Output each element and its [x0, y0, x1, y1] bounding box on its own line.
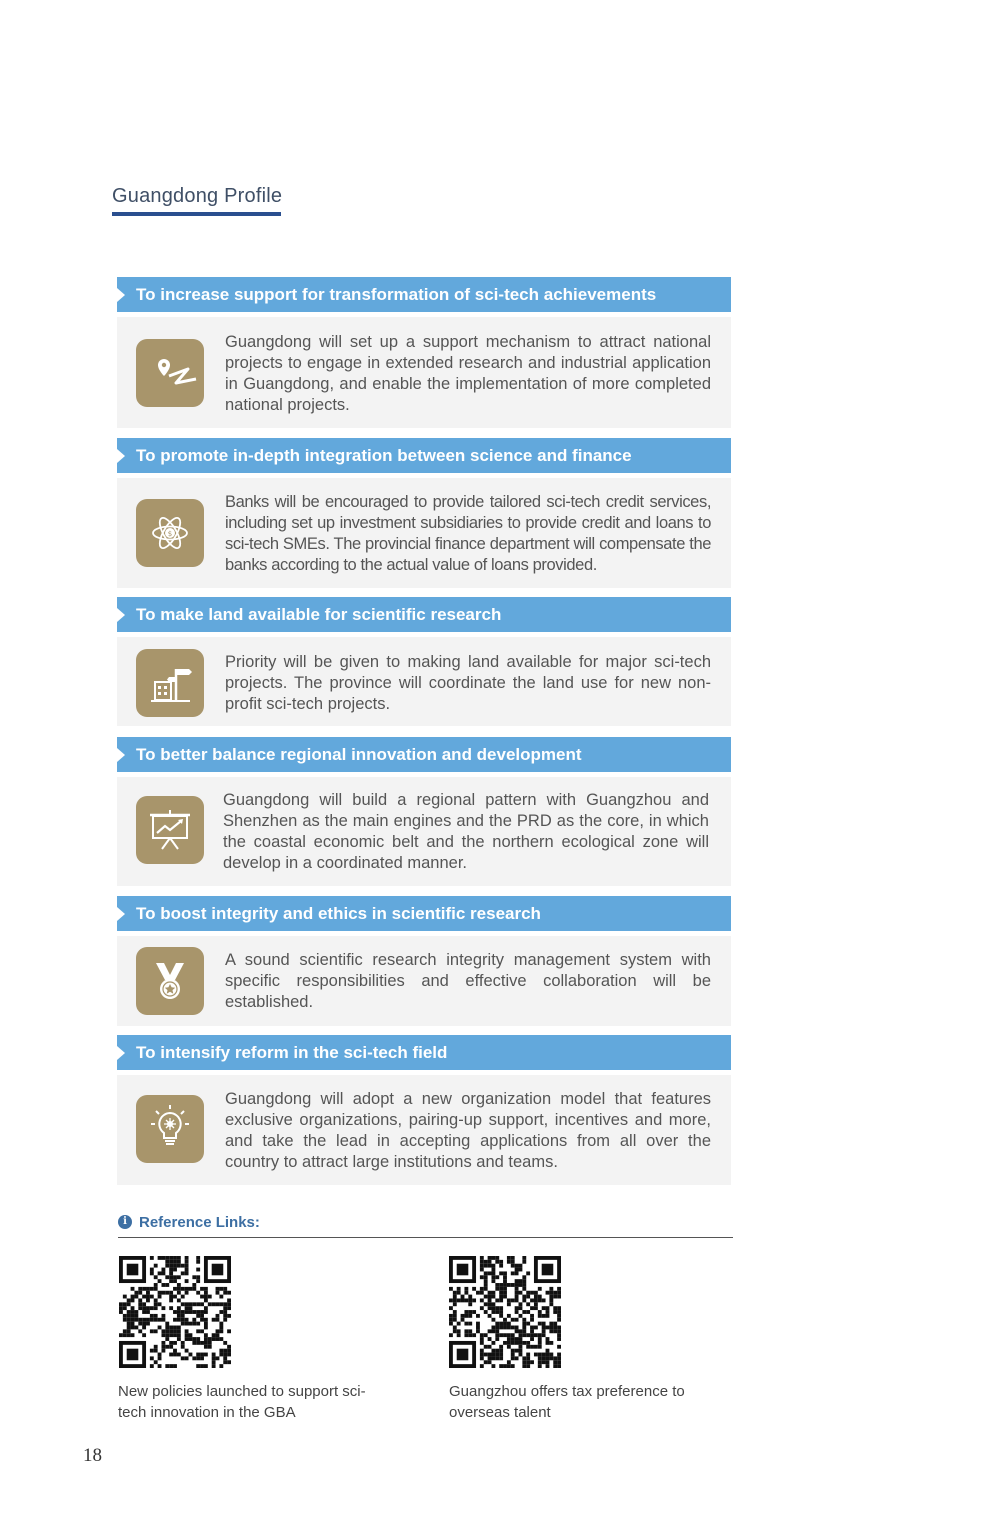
policy-item-header	[117, 896, 731, 931]
policy-item-body	[117, 1075, 731, 1185]
policy-item-title: To intensify reform in the sci-tech field	[136, 1043, 448, 1062]
policy-item-body	[117, 936, 731, 1026]
qr-code-icon[interactable]	[449, 1256, 561, 1368]
policy-item-text: Banks will be encouraged to provide tailored sci-tech credit services, including set up investment subsidiaries to provide credit and loans to sci-tech SMEs. The provincial finance department will compensate the banks according to the actual value of loans provided.	[225, 493, 711, 574]
policy-item	[117, 737, 731, 886]
triangle-bullet-icon	[117, 449, 125, 463]
caption-line: Guangzhou offers tax preference to	[449, 1383, 685, 1400]
triangle-bullet-icon	[117, 608, 125, 622]
reference-link-caption[interactable]	[449, 1381, 719, 1423]
policy-item-body	[117, 317, 731, 428]
policy-item-header	[117, 597, 731, 632]
page-number: 18	[83, 1445, 102, 1466]
policy-item-title: To increase support for transformation of sci-tech achievements	[136, 285, 657, 304]
caption-line: tech innovation in the GBA	[118, 1404, 296, 1421]
policy-item-text: A sound scientific research integrity management system with specific responsibilities and effective collaboration will be established.	[225, 951, 711, 1011]
policy-item-title: To promote in-depth integration between science and finance	[136, 446, 632, 465]
lightbulb-icon	[136, 1095, 204, 1163]
medal-icon	[136, 947, 204, 1015]
policy-item-title: To make land available for scientific research	[136, 605, 502, 624]
policy-item	[117, 438, 731, 588]
policy-item	[117, 277, 731, 428]
caption-line: New policies launched to support sci-	[118, 1383, 366, 1400]
building-signpost-icon	[136, 649, 204, 717]
policy-item-title: To boost integrity and ethics in scientific research	[136, 904, 541, 923]
policy-item-text: Guangdong will build a regional pattern with Guangzhou and Shenzhen as the main engines and the PRD as the core, in which the coastal economic belt and the northern ecological zone will develop in a coordinated manner.	[223, 791, 709, 872]
triangle-bullet-icon	[117, 1046, 125, 1060]
policy-item-body	[117, 777, 731, 886]
reference-links-title: Reference Links:	[139, 1214, 260, 1231]
caption-line: overseas talent	[449, 1404, 551, 1421]
triangle-bullet-icon	[117, 907, 125, 921]
reference-divider	[118, 1237, 733, 1238]
policy-item-body	[117, 637, 731, 726]
reference-link-caption[interactable]	[118, 1381, 388, 1423]
policy-item-title: To better balance regional innovation and development	[136, 745, 582, 764]
policy-item-header	[117, 737, 731, 772]
policy-item-header	[117, 277, 731, 312]
svg-text:$: $	[167, 530, 173, 538]
policy-item-header	[117, 1035, 731, 1070]
location-route-icon	[136, 339, 204, 407]
policy-item-text: Guangdong will adopt a new organization model that features exclusive organizations, pairing-up support, incentives and more, and take the lead in accepting applications from all over the country to attract large institutions and teams.	[225, 1090, 711, 1171]
policy-item	[117, 1035, 731, 1185]
policy-item-header	[117, 438, 731, 473]
presentation-chart-icon	[136, 796, 204, 864]
policy-item-text: Guangdong will set up a support mechanism to attract national projects to engage in extended research and industrial application in Guangdong, and enable the implementation of more completed national projects.	[225, 333, 711, 414]
qr-code-icon[interactable]	[119, 1256, 231, 1368]
policy-item-body	[117, 478, 731, 588]
triangle-bullet-icon	[117, 288, 125, 302]
policy-item-text: Priority will be given to making land available for major sci-tech projects. The province will coordinate the land use for new non-profit sci-tech projects.	[225, 653, 711, 713]
info-icon: i	[118, 1215, 132, 1229]
section-title-underline	[112, 212, 281, 216]
atom-money-icon	[136, 499, 204, 567]
triangle-bullet-icon	[117, 748, 125, 762]
policy-item	[117, 597, 731, 726]
section-title: Guangdong Profile	[112, 185, 283, 207]
policy-item	[117, 896, 731, 1026]
